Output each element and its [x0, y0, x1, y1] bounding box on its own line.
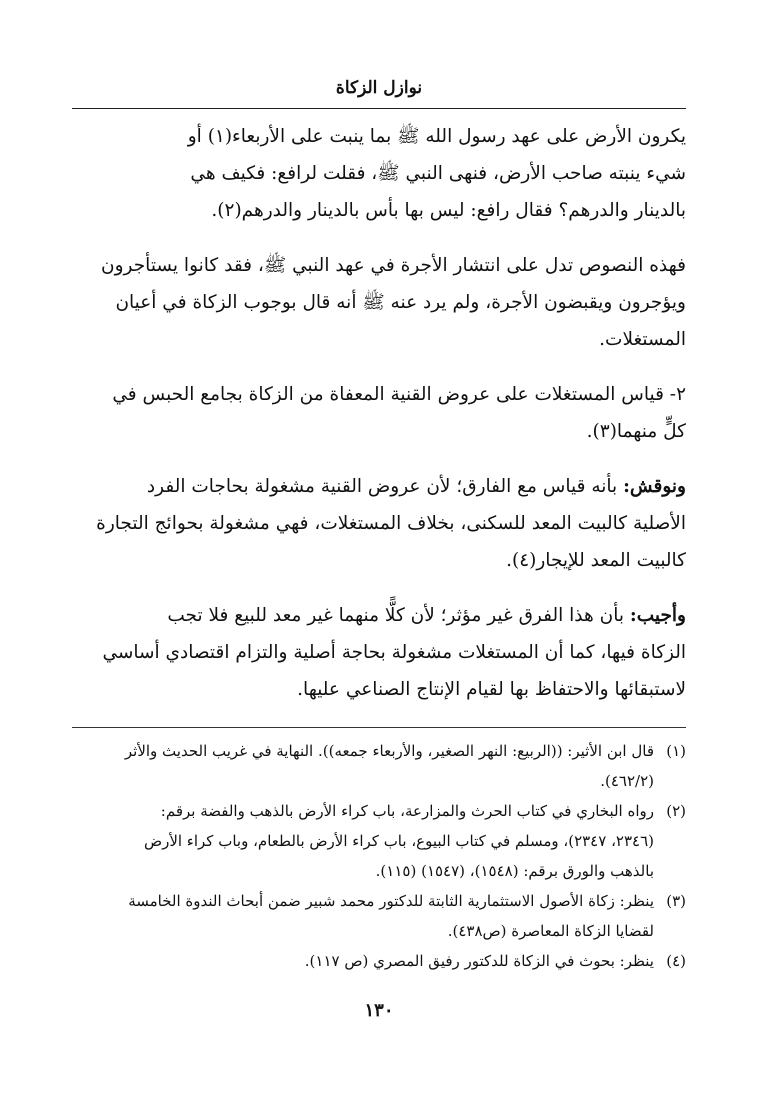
footnote-text — [72, 946, 654, 976]
text-line: لاستبقائها والاحتفاظ بها لقيام الإنتاج الصناعي عليها. — [297, 679, 686, 700]
objection-label: ونوقش: — [623, 476, 686, 497]
text-line — [72, 597, 686, 634]
footnote-line: لقضايا الزكاة المعاصرة (ص٤٣٨). — [447, 922, 654, 940]
text-line: الأصلية كالبيت المعد للسكنى، بخلاف المستغلات، فهي مشغولة بحوائج التجارة — [96, 513, 686, 534]
footnote-number: (١) — [666, 742, 686, 760]
footnote-line: (٤٦٢/٢). — [600, 772, 654, 790]
text-span: بأنه قياس مع الفارق؛ لأن عروض القنية مشغولة بحاجات الفرد — [146, 476, 618, 497]
text-line: ويؤجرون ويقبضون الأجرة، ولم يرد عنه ﷺ أنه قال بوجوب الزكاة في أعيان — [115, 292, 686, 313]
footnote-4 — [72, 946, 686, 976]
paragraph-objection — [72, 468, 686, 579]
text-line: كالبيت المعد للإيجار(٤). — [506, 550, 686, 571]
footnote-text — [72, 796, 654, 886]
text-line: المستغلات. — [599, 329, 686, 350]
footnote-text — [72, 886, 654, 946]
footnote-number: (٢) — [666, 802, 686, 820]
footnote-line: ينظر: زكاة الأصول الاستثمارية الثابتة للدكتور محمد شبير ضمن أبحاث الندوة الخامسة — [128, 892, 654, 910]
page-number: ١٣٠ — [364, 1000, 394, 1021]
footnote-2 — [72, 796, 686, 886]
footnote-line: ينظر: بحوث في الزكاة للدكتور رفيق المصري (ص ١١٧). — [304, 952, 654, 970]
footnote-number: (٤) — [666, 952, 686, 970]
text-line: ٢- قياس المستغلات على عروض القنية المعفاة من الزكاة بجامع الحبس في — [112, 384, 686, 405]
footnote-line: قال ابن الأثير: ((الربيع: النهر الصغير، والأربعاء جمعه)). النهاية في غريب الحديث والأثر — [124, 742, 654, 760]
footnotes — [72, 736, 686, 976]
paragraph-analogy — [72, 376, 686, 450]
text-span: بأن هذا الفرق غير مؤثر؛ لأن كلًّا منهما غير معد للبيع فلا تجب — [167, 605, 625, 626]
paragraph-reply — [72, 597, 686, 708]
footnote-rule — [72, 727, 686, 728]
header-rule — [72, 108, 686, 109]
footnote-line: (٢٣٤٦، ٢٣٤٧)، ومسلم في كتاب البيوع، باب كراء الأرض بالطعام، وباب كراء الأرض — [143, 832, 654, 850]
text-line: بالدينار والدرهم؟ فقال رافع: ليس بها بأس بالدينار والدرهم(٢). — [211, 200, 686, 221]
text-line: كلٍّ منهما(٣). — [586, 421, 686, 442]
footnote-text — [72, 736, 654, 796]
text-line: يكرون الأرض على عهد رسول الله ﷺ بما ينبت على الأربعاء(١) أو — [187, 126, 686, 147]
text-line: شيء ينبته صاحب الأرض، فنهى النبي ﷺ، فقلت لرافع: فكيف هي — [190, 163, 686, 184]
reply-label: وأجيب: — [629, 605, 686, 626]
paragraph-texts-indicate — [72, 247, 686, 358]
footnote-1 — [72, 736, 686, 796]
footnote-line: رواه البخاري في كتاب الحرث والمزارعة، باب كراء الأرض بالذهب والفضة برقم: — [160, 802, 654, 820]
running-head: نوازل الزكاة — [335, 78, 423, 98]
text-line — [72, 468, 686, 505]
main-text — [72, 118, 686, 726]
paragraph-hadith-continuation — [72, 118, 686, 229]
footnote-line: بالذهب والورق برقم: (١٥٤٨)، (١٥٤٧) (١١٥). — [375, 862, 654, 880]
text-line: الزكاة فيها، كما أن المستغلات مشغولة بحاجة أصلية والتزام اقتصادي أساسي — [102, 642, 686, 663]
footnote-3 — [72, 886, 686, 946]
text-line: فهذه النصوص تدل على انتشار الأجرة في عهد النبي ﷺ، فقد كانوا يستأجرون — [101, 255, 686, 276]
footnote-number: (٣) — [666, 892, 686, 910]
